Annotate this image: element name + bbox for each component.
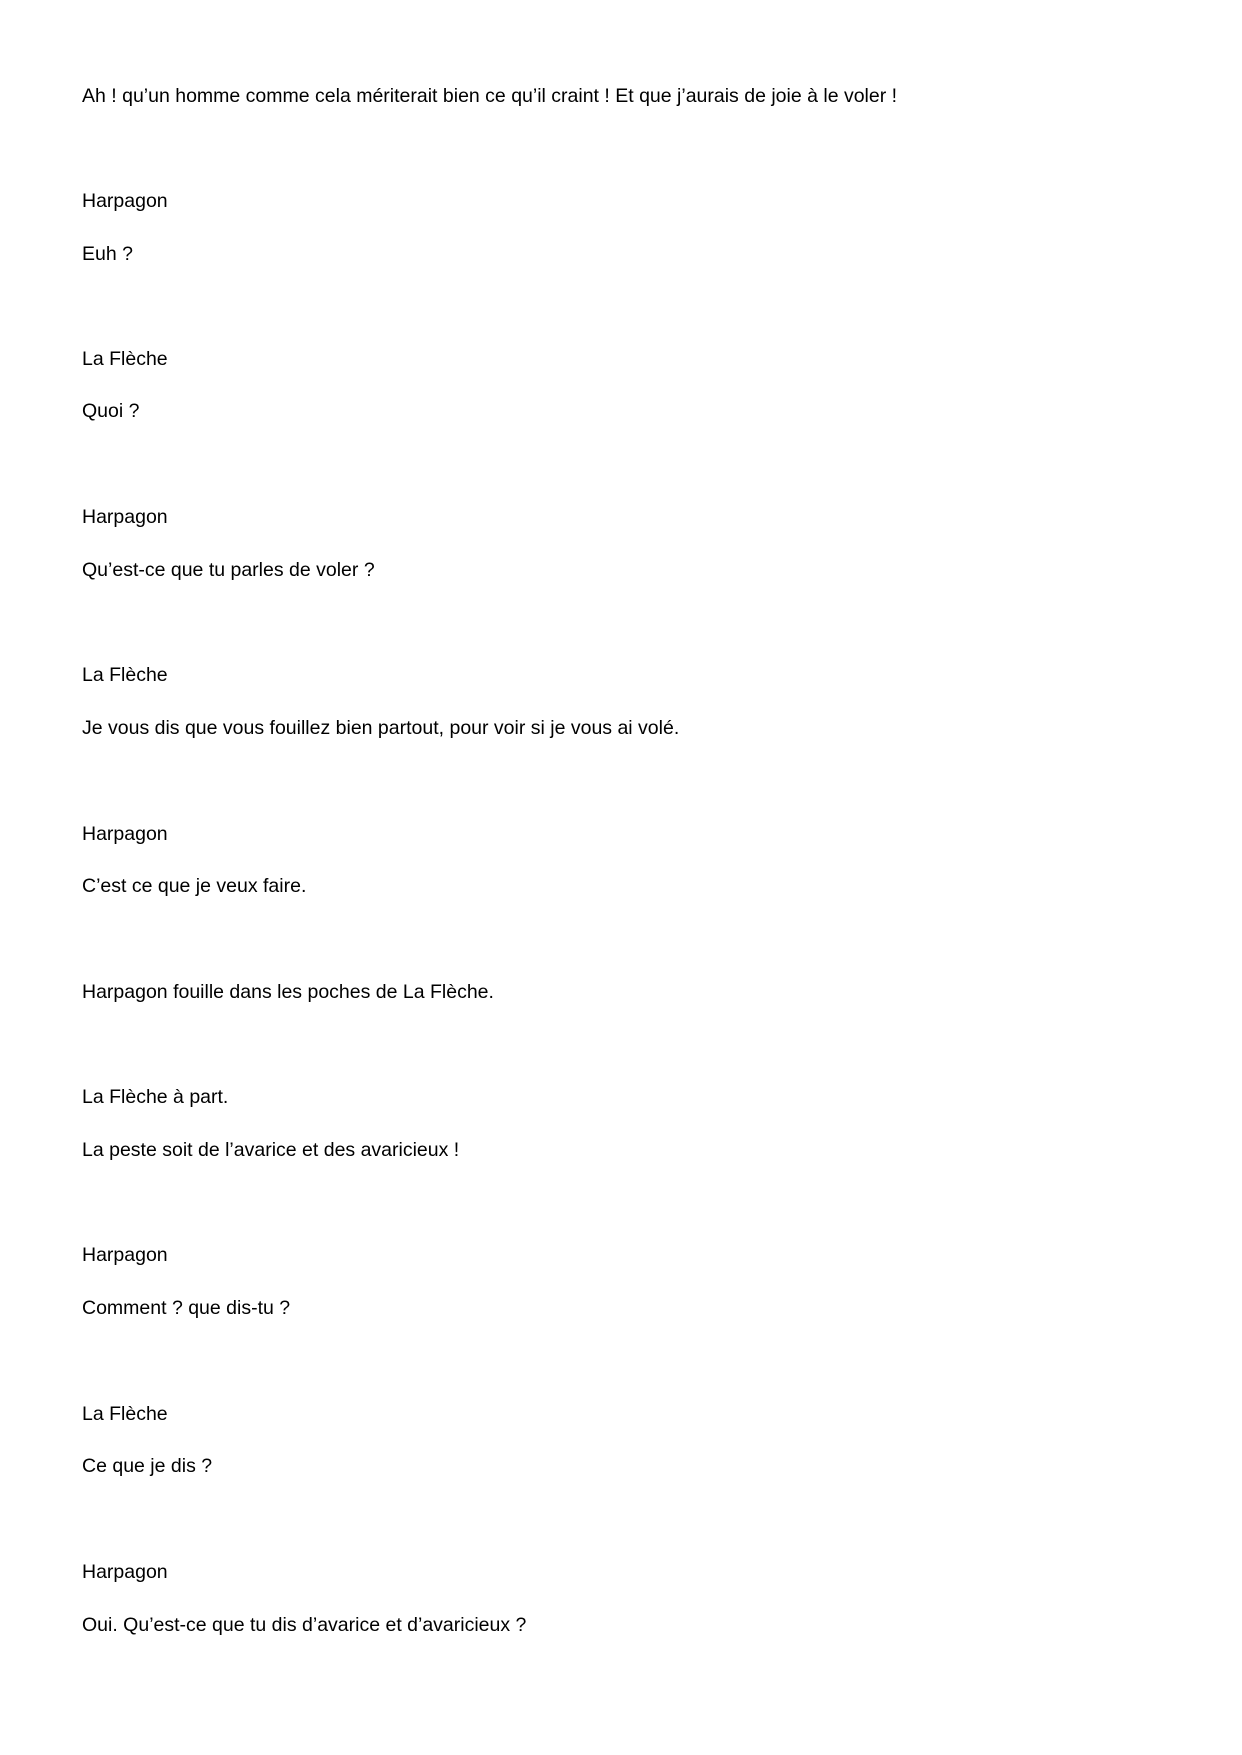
speaker-name: La Flèche <box>82 1403 168 1425</box>
speech-line: Je vous dis que vous fouillez bien partout, pour voir si je vous ai volé. <box>82 717 680 739</box>
speaker-name: Harpagon <box>82 1244 168 1266</box>
speech-line: Qu’est-ce que tu parles de voler ? <box>82 559 375 581</box>
speech-line: La peste soit de l’avarice et des avaricieux ! <box>82 1139 460 1161</box>
speaker-name: Harpagon <box>82 823 168 845</box>
speech-line: Oui. Qu’est-ce que tu dis d’avarice et d’avaricieux ? <box>82 1614 527 1636</box>
speech-line: Quoi ? <box>82 400 140 422</box>
speaker-name: Harpagon <box>82 1561 168 1583</box>
speech-line: Euh ? <box>82 243 133 265</box>
speech-line: Ah ! qu’un homme comme cela mériterait bien ce qu’il craint ! Et que j’aurais de joie à le voler ! <box>82 85 898 107</box>
speaker-name: La Flèche à part. <box>82 1086 229 1108</box>
speech-line: Ce que je dis ? <box>82 1455 213 1477</box>
stage-direction: Harpagon fouille dans les poches de La Flèche. <box>82 981 494 1003</box>
speaker-name: Harpagon <box>82 190 168 212</box>
speech-line: Comment ? que dis-tu ? <box>82 1297 291 1319</box>
speech-line: C’est ce que je veux faire. <box>82 875 307 897</box>
speaker-name: La Flèche <box>82 348 168 370</box>
speaker-name: La Flèche <box>82 664 168 686</box>
speaker-name: Harpagon <box>82 506 168 528</box>
